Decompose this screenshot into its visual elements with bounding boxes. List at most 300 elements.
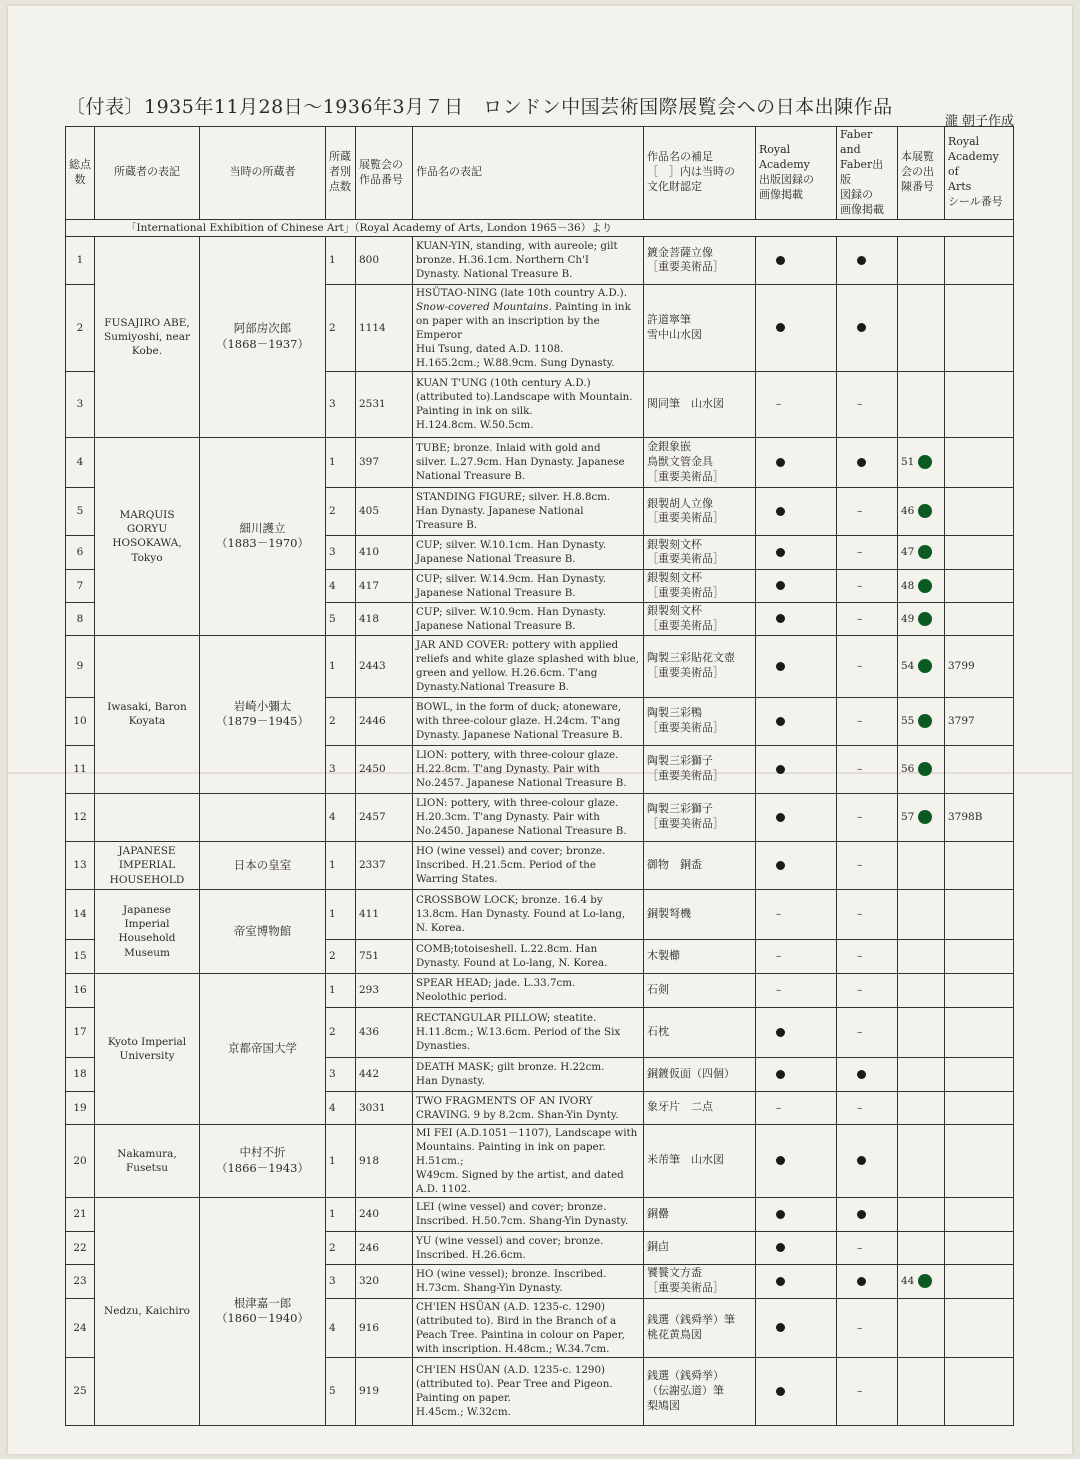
table-row xyxy=(66,841,1014,889)
ra-catalogue-mark xyxy=(756,1231,837,1264)
ff-catalogue-mark xyxy=(837,1091,898,1124)
owner-item-count: 2 xyxy=(326,1007,356,1057)
owner-item-count: 5 xyxy=(326,1357,356,1425)
header-owner-en: 所蔵者の表記 xyxy=(95,127,200,220)
ra-catalogue-mark xyxy=(756,1298,837,1357)
owner-item-count: 2 xyxy=(326,697,356,745)
dash-icon: – xyxy=(857,984,863,997)
source-row xyxy=(66,219,1014,236)
source-note: 「International Exhibition of Chinese Art」（Royal Academy of Arts, London 1965－36）より xyxy=(66,219,1014,236)
header-count: 所蔵 者別 点数 xyxy=(326,127,356,220)
row-number: 21 xyxy=(66,1197,95,1231)
item-japanese-title: 石枕 xyxy=(644,1007,756,1057)
row-number: 8 xyxy=(66,602,95,635)
header-row xyxy=(66,127,1014,220)
dash-icon: – xyxy=(857,908,863,921)
seal-number: 3798B xyxy=(945,793,1014,841)
dash-icon: – xyxy=(857,763,863,776)
ra-catalogue-mark xyxy=(756,602,837,635)
exhibit-number-cell xyxy=(898,236,945,284)
owner-en-empty xyxy=(95,793,200,841)
ra-catalogue-mark xyxy=(756,1197,837,1231)
ra-catalogue-mark xyxy=(756,1007,837,1057)
table-row xyxy=(66,973,1014,1007)
dash-icon: – xyxy=(857,1101,863,1114)
item-description: LEI (wine vessel) and cover; bronze. Inscribed. H.50.7cm. Shang-Yin Dynasty. xyxy=(413,1197,644,1231)
ff-catalogue-mark xyxy=(837,487,898,535)
item-japanese-title: 銀製刻文杯 ［重要美術品］ xyxy=(644,569,756,602)
seal-number xyxy=(945,569,1014,602)
catalogue-number: 800 xyxy=(356,236,413,284)
header-desc: 作品名の表記 xyxy=(413,127,644,220)
header-seal: Royal Academy of Arts シール番号 xyxy=(945,127,1014,220)
ff-catalogue-mark xyxy=(837,939,898,973)
catalogue-number: 418 xyxy=(356,602,413,635)
dash-icon: – xyxy=(857,1026,863,1039)
filled-dot-icon xyxy=(776,861,785,870)
owner-jp: 日本の皇室 xyxy=(200,841,326,889)
item-japanese-title: 象牙片 二点 xyxy=(644,1091,756,1124)
owner-en: Kyoto Imperial University xyxy=(95,973,200,1124)
ra-catalogue-mark xyxy=(756,973,837,1007)
catalogue-number: 436 xyxy=(356,1007,413,1057)
table-row xyxy=(66,437,1014,487)
header-cat: 展覧会の 作品番号 xyxy=(356,127,413,220)
owner-item-count: 1 xyxy=(326,1197,356,1231)
green-dot-icon xyxy=(918,504,932,518)
seal-number xyxy=(945,535,1014,569)
document-title: 〔付表〕1935年11月28日〜1936年3月７日 ロンドン中国芸術国際展覧会への日本出陳作品 xyxy=(66,96,893,118)
dash-icon: – xyxy=(776,398,782,411)
ra-catalogue-mark xyxy=(756,635,837,697)
filled-dot-icon xyxy=(776,662,785,671)
filled-dot-icon xyxy=(776,1243,785,1252)
filled-dot-icon xyxy=(776,813,785,822)
item-japanese-title: 銅卣 xyxy=(644,1231,756,1264)
owner-item-count: 1 xyxy=(326,437,356,487)
filled-dot-icon xyxy=(776,507,785,516)
owner-item-count: 1 xyxy=(326,973,356,1007)
filled-dot-icon xyxy=(776,548,785,557)
owner-item-count: 4 xyxy=(326,1298,356,1357)
filled-dot-icon xyxy=(776,1210,785,1219)
dash-icon: – xyxy=(857,505,863,518)
table-row xyxy=(66,1197,1014,1231)
exhibit-number-cell xyxy=(898,569,945,602)
owner-en: Nedzu, Kaichiro xyxy=(95,1197,200,1425)
dash-icon: – xyxy=(857,1241,863,1254)
ff-catalogue-mark xyxy=(837,973,898,1007)
catalogue-number: 293 xyxy=(356,973,413,1007)
ra-catalogue-mark xyxy=(756,793,837,841)
owner-en: Japanese Imperial Household Museum xyxy=(95,889,200,973)
row-number: 6 xyxy=(66,535,95,569)
owner-item-count: 5 xyxy=(326,602,356,635)
ff-catalogue-mark xyxy=(837,569,898,602)
owner-item-count: 3 xyxy=(326,1264,356,1298)
ff-catalogue-mark xyxy=(837,841,898,889)
item-japanese-title: 銀製刻文杯 ［重要美術品］ xyxy=(644,602,756,635)
ff-catalogue-mark xyxy=(837,1231,898,1264)
green-dot-icon xyxy=(918,545,932,559)
ra-catalogue-mark xyxy=(756,889,837,939)
header-owner-jp: 当時の所蔵者 xyxy=(200,127,326,220)
owner-en: Nakamura, Fusetsu xyxy=(95,1124,200,1197)
exhibit-number: 56 xyxy=(901,763,915,776)
owner-item-count: 2 xyxy=(326,1231,356,1264)
exhibit-number: 57 xyxy=(901,811,915,824)
item-description: HSÜTAO-NING (late 10th country A.D.). Snow-covered Mountains. Painting in ink on paper with an inscription by the Emperor Hui Tsung, dated A.D. 1108. H.165.2cm.; W.88.9cm. Sung Dynasty. xyxy=(413,284,644,371)
row-number: 2 xyxy=(66,284,95,371)
owner-jp: 岩崎小彌太 （1879－1945） xyxy=(200,635,326,793)
owner-jp-empty xyxy=(200,793,326,841)
item-description: HO (wine vessel); bronze. Inscribed. H.73cm. Shang-Yin Dynasty. xyxy=(413,1264,644,1298)
item-japanese-title: 銅罍 xyxy=(644,1197,756,1231)
dash-icon: – xyxy=(857,546,863,559)
catalogue-number: 417 xyxy=(356,569,413,602)
catalogue-number: 320 xyxy=(356,1264,413,1298)
item-japanese-title: 銀製胡人立像 ［重要美術品］ xyxy=(644,487,756,535)
seal-number xyxy=(945,437,1014,487)
owner-jp: 細川護立 （1883－1970） xyxy=(200,437,326,635)
item-description: LION: pottery, with three-colour glaze. H.22.8cm. T'ang Dynasty. Pair with No.2457. Japanese National Treasure B. xyxy=(413,745,644,793)
ra-catalogue-mark xyxy=(756,569,837,602)
catalogue-number: 916 xyxy=(356,1298,413,1357)
ff-catalogue-mark xyxy=(837,602,898,635)
catalogue-number: 410 xyxy=(356,535,413,569)
seal-number: 3799 xyxy=(945,635,1014,697)
owner-item-count: 1 xyxy=(326,841,356,889)
item-description: CH'IEN HSÜAN (A.D. 1235-c. 1290) (attributed to). Pear Tree and Pigeon. Painting on paper. H.45cm.; W.32cm. xyxy=(413,1357,644,1425)
owner-item-count: 1 xyxy=(326,1124,356,1197)
exhibit-number-cell xyxy=(898,1231,945,1264)
owner-item-count: 2 xyxy=(326,487,356,535)
item-description: TUBE; bronze. Inlaid with gold and silver. L.27.9cm. Han Dynasty. Japanese National Treasure B. xyxy=(413,437,644,487)
catalogue-number: 2337 xyxy=(356,841,413,889)
exhibit-number-cell xyxy=(898,697,945,745)
item-description: HO (wine vessel) and cover; bronze. Inscribed. H.21.5cm. Period of the Warring States. xyxy=(413,841,644,889)
item-description: KUAN-YIN, standing, with aureole; gilt bronze. H.36.1cm. Northern Ch'I Dynasty. National Treasure B. xyxy=(413,236,644,284)
catalogue-number: 2450 xyxy=(356,745,413,793)
header-ff: Faber and Faber出版 図録の 画像掲載 xyxy=(837,127,898,220)
dash-icon: – xyxy=(857,660,863,673)
owner-jp: 京都帝国大学 xyxy=(200,973,326,1124)
catalogue-number: 240 xyxy=(356,1197,413,1231)
catalogue-number: 411 xyxy=(356,889,413,939)
ra-catalogue-mark xyxy=(756,284,837,371)
ra-catalogue-mark xyxy=(756,1091,837,1124)
exhibit-number-cell xyxy=(898,371,945,437)
exhibit-number-cell xyxy=(898,284,945,371)
ff-catalogue-mark xyxy=(837,697,898,745)
row-number: 4 xyxy=(66,437,95,487)
filled-dot-icon xyxy=(776,765,785,774)
exhibit-number-cell xyxy=(898,487,945,535)
item-description: CUP; silver. W.10.1cm. Han Dynasty. Japanese National Treasure B. xyxy=(413,535,644,569)
ff-catalogue-mark xyxy=(837,1057,898,1091)
dash-icon: – xyxy=(776,950,782,963)
filled-dot-icon xyxy=(776,1323,785,1332)
ff-catalogue-mark xyxy=(837,535,898,569)
seal-number xyxy=(945,1057,1014,1091)
catalogue-number: 918 xyxy=(356,1124,413,1197)
exhibit-number: 54 xyxy=(901,660,915,673)
item-description: TWO FRAGMENTS OF AN IVORY CRAVING. 9 by 8.2cm. Shan-Yin Dynty. xyxy=(413,1091,644,1124)
ff-catalogue-mark xyxy=(837,1264,898,1298)
owner-jp: 中村不折 （1866－1943） xyxy=(200,1124,326,1197)
seal-number xyxy=(945,1298,1014,1357)
dash-icon: – xyxy=(857,1385,863,1398)
row-number: 24 xyxy=(66,1298,95,1357)
exhibit-number: 47 xyxy=(901,546,915,559)
exhibit-number-cell xyxy=(898,1197,945,1231)
exhibit-number-cell xyxy=(898,635,945,697)
item-description: JAR AND COVER: pottery with applied reliefs and white glaze splashed with blue, green and yellow. H.26.6cm. T'ang Dynasty.National Treasure B. xyxy=(413,635,644,697)
seal-number xyxy=(945,1197,1014,1231)
seal-number xyxy=(945,1091,1014,1124)
exhibit-number: 55 xyxy=(901,715,915,728)
ra-catalogue-mark xyxy=(756,1357,837,1425)
ra-catalogue-mark xyxy=(756,1264,837,1298)
item-description: MI FEI (A.D.1051－1107), Landscape with Mountains. Painting in ink on paper. H.51cm.; W49cm. Signed by the artist, and dated A.D. 1102. xyxy=(413,1124,644,1197)
header-no: 総点 数 xyxy=(66,127,95,220)
item-description: RECTANGULAR PILLOW; steatite. H.11.8cm.; W.13.6cm. Period of the Six Dynasties. xyxy=(413,1007,644,1057)
row-number: 7 xyxy=(66,569,95,602)
ff-catalogue-mark xyxy=(837,1357,898,1425)
dash-icon: – xyxy=(776,908,782,921)
item-description: CUP; silver. W.10.9cm. Han Dynasty. Japanese National Treasure B. xyxy=(413,602,644,635)
item-description: COMB;totoiseshell. L.22.8cm. Han Dynasty. Found at Lo-lang, N. Korea. xyxy=(413,939,644,973)
exhibit-number-cell xyxy=(898,1124,945,1197)
row-number: 10 xyxy=(66,697,95,745)
owner-item-count: 4 xyxy=(326,793,356,841)
owner-item-count: 4 xyxy=(326,569,356,602)
ff-catalogue-mark xyxy=(837,889,898,939)
row-number: 1 xyxy=(66,236,95,284)
row-number: 23 xyxy=(66,1264,95,1298)
seal-number xyxy=(945,1357,1014,1425)
exhibit-number-cell xyxy=(898,1007,945,1057)
catalogue-number: 442 xyxy=(356,1057,413,1091)
item-description: CH'IEN HSÜAN (A.D. 1235-c. 1290) (attributed to). Bird in the Branch of a Peach Tree. Paintina in colour on Paper, with inscription. H.48cm.; W.34.7cm. xyxy=(413,1298,644,1357)
dash-icon: – xyxy=(857,579,863,592)
item-japanese-title: 石剣 xyxy=(644,973,756,1007)
seal-number xyxy=(945,1231,1014,1264)
item-japanese-title: 銀製刻文杯 ［重要美術品］ xyxy=(644,535,756,569)
owner-en: MARQUIS GORYU HOSOKAWA, Tokyo xyxy=(95,437,200,635)
owner-item-count: 1 xyxy=(326,236,356,284)
row-number: 15 xyxy=(66,939,95,973)
table-row xyxy=(66,1124,1014,1197)
dash-icon: – xyxy=(857,811,863,824)
row-number: 3 xyxy=(66,371,95,437)
filled-dot-icon xyxy=(776,458,785,467)
row-number: 22 xyxy=(66,1231,95,1264)
owner-item-count: 1 xyxy=(326,889,356,939)
exhibits-table xyxy=(65,126,1014,1426)
filled-dot-icon xyxy=(776,1028,785,1037)
dash-icon: – xyxy=(857,859,863,872)
owner-en: FUSAJIRO ABE, Sumiyoshi, near Kobe. xyxy=(95,236,200,437)
exhibit-number-cell xyxy=(898,602,945,635)
exhibit-number-cell xyxy=(898,939,945,973)
green-dot-icon xyxy=(918,1274,932,1288)
catalogue-number: 2446 xyxy=(356,697,413,745)
item-japanese-title: 銅製弩機 xyxy=(644,889,756,939)
filled-dot-icon xyxy=(776,1387,785,1396)
catalogue-number: 3031 xyxy=(356,1091,413,1124)
item-japanese-title: 銅鍍仮面（四個） xyxy=(644,1057,756,1091)
seal-number xyxy=(945,1124,1014,1197)
exhibit-number-cell xyxy=(898,1091,945,1124)
owner-item-count: 3 xyxy=(326,371,356,437)
green-dot-icon xyxy=(918,579,932,593)
filled-dot-icon xyxy=(857,1070,866,1079)
dash-icon: – xyxy=(857,612,863,625)
row-number: 25 xyxy=(66,1357,95,1425)
owner-item-count: 4 xyxy=(326,1091,356,1124)
item-description: DEATH MASK; gilt bronze. H.22cm. Han Dynasty. xyxy=(413,1057,644,1091)
green-dot-icon xyxy=(918,714,932,728)
owner-en: Iwasaki, Baron Koyata xyxy=(95,635,200,793)
ff-catalogue-mark xyxy=(837,1124,898,1197)
filled-dot-icon xyxy=(857,1277,866,1286)
ff-catalogue-mark xyxy=(837,1298,898,1357)
filled-dot-icon xyxy=(776,717,785,726)
exhibit-number-cell xyxy=(898,1057,945,1091)
green-dot-icon xyxy=(918,762,932,776)
ra-catalogue-mark xyxy=(756,535,837,569)
owner-item-count: 2 xyxy=(326,939,356,973)
item-description: STANDING FIGURE; silver. H.8.8cm. Han Dynasty. Japanese National Treasure B. xyxy=(413,487,644,535)
header-jtitle: 作品名の補足 ［ ］内は当時の 文化財認定 xyxy=(644,127,756,220)
table-row xyxy=(66,236,1014,284)
dash-icon: – xyxy=(857,715,863,728)
seal-number xyxy=(945,841,1014,889)
document-author: 瀧 朝子作成 xyxy=(944,114,1014,129)
seal-number xyxy=(945,602,1014,635)
filled-dot-icon xyxy=(857,323,866,332)
exhibit-number-cell xyxy=(898,437,945,487)
ff-catalogue-mark xyxy=(837,745,898,793)
item-japanese-title: 陶製三彩貼花文壺 ［重要美術品］ xyxy=(644,635,756,697)
catalogue-number: 246 xyxy=(356,1231,413,1264)
ra-catalogue-mark xyxy=(756,437,837,487)
table-row xyxy=(66,635,1014,697)
table-row xyxy=(66,793,1014,841)
ff-catalogue-mark xyxy=(837,236,898,284)
row-number: 16 xyxy=(66,973,95,1007)
exhibit-number-cell xyxy=(898,1264,945,1298)
item-description: CUP; silver. W.14.9cm. Han Dynasty. Japanese National Treasure B. xyxy=(413,569,644,602)
owner-en: JAPANESE IMPERIAL HOUSEHOLD xyxy=(95,841,200,889)
ra-catalogue-mark xyxy=(756,371,837,437)
item-description: KUAN T'UNG (10th century A.D.) (attributed to).Landscape with Mountain. Painting in ink on silk. H.124.8cm. W.50.5cm. xyxy=(413,371,644,437)
owner-jp: 帝室博物館 xyxy=(200,889,326,973)
filled-dot-icon xyxy=(776,1156,785,1165)
header-exh: 本展覧 会の出 陳番号 xyxy=(898,127,945,220)
seal-number xyxy=(945,1264,1014,1298)
exhibit-number: 49 xyxy=(901,612,915,625)
row-number: 17 xyxy=(66,1007,95,1057)
catalogue-number: 2531 xyxy=(356,371,413,437)
row-number: 20 xyxy=(66,1124,95,1197)
catalogue-number: 2457 xyxy=(356,793,413,841)
table-row xyxy=(66,889,1014,939)
ra-catalogue-mark xyxy=(756,745,837,793)
filled-dot-icon xyxy=(776,1070,785,1079)
exhibit-number-cell xyxy=(898,1357,945,1425)
exhibit-number-cell xyxy=(898,973,945,1007)
row-number: 14 xyxy=(66,889,95,939)
catalogue-number: 751 xyxy=(356,939,413,973)
seal-number xyxy=(945,973,1014,1007)
exhibit-number: 51 xyxy=(901,456,915,469)
seal-number xyxy=(945,745,1014,793)
filled-dot-icon xyxy=(857,1156,866,1165)
ra-catalogue-mark xyxy=(756,1057,837,1091)
row-number: 12 xyxy=(66,793,95,841)
ff-catalogue-mark xyxy=(837,1007,898,1057)
owner-item-count: 2 xyxy=(326,284,356,371)
exhibit-number-cell xyxy=(898,1298,945,1357)
filled-dot-icon xyxy=(776,614,785,623)
filled-dot-icon xyxy=(857,256,866,265)
dash-icon: – xyxy=(857,398,863,411)
seal-number xyxy=(945,889,1014,939)
seal-number xyxy=(945,939,1014,973)
exhibit-number: 48 xyxy=(901,579,915,592)
seal-number xyxy=(945,487,1014,535)
ff-catalogue-mark xyxy=(837,635,898,697)
filled-dot-icon xyxy=(776,256,785,265)
exhibit-number-cell xyxy=(898,841,945,889)
row-number: 9 xyxy=(66,635,95,697)
ff-catalogue-mark xyxy=(837,284,898,371)
dash-icon: – xyxy=(776,984,782,997)
catalogue-number: 405 xyxy=(356,487,413,535)
item-japanese-title: 許道寧筆 雪中山水図 xyxy=(644,284,756,371)
filled-dot-icon xyxy=(776,323,785,332)
item-japanese-title: 陶製三彩鴨 ［重要美術品］ xyxy=(644,697,756,745)
row-number: 13 xyxy=(66,841,95,889)
item-japanese-title: 御物 銅盉 xyxy=(644,841,756,889)
ra-catalogue-mark xyxy=(756,487,837,535)
ff-catalogue-mark xyxy=(837,1197,898,1231)
filled-dot-icon xyxy=(776,1277,785,1286)
item-japanese-title: 金銀象嵌 鳥獣文管金具 ［重要美術品］ xyxy=(644,437,756,487)
item-description: SPEAR HEAD; jade. L.33.7cm. Neolothic period. xyxy=(413,973,644,1007)
ra-catalogue-mark xyxy=(756,236,837,284)
item-japanese-title: 関同筆 山水図 xyxy=(644,371,756,437)
dash-icon: – xyxy=(776,1101,782,1114)
ff-catalogue-mark xyxy=(837,371,898,437)
dash-icon: – xyxy=(857,1321,863,1334)
row-number: 18 xyxy=(66,1057,95,1091)
item-japanese-title: 鍍金菩薩立像 ［重要美術品］ xyxy=(644,236,756,284)
catalogue-number: 919 xyxy=(356,1357,413,1425)
ra-catalogue-mark xyxy=(756,841,837,889)
row-number: 19 xyxy=(66,1091,95,1124)
exhibit-number-cell xyxy=(898,535,945,569)
item-japanese-title: 木製櫛 xyxy=(644,939,756,973)
owner-jp: 根津嘉一郎 （1860－1940） xyxy=(200,1197,326,1425)
seal-number: 3797 xyxy=(945,697,1014,745)
item-description: YU (wine vessel) and cover; bronze. Inscribed. H.26.6cm. xyxy=(413,1231,644,1264)
green-dot-icon xyxy=(918,659,932,673)
green-dot-icon xyxy=(918,455,932,469)
ra-catalogue-mark xyxy=(756,1124,837,1197)
